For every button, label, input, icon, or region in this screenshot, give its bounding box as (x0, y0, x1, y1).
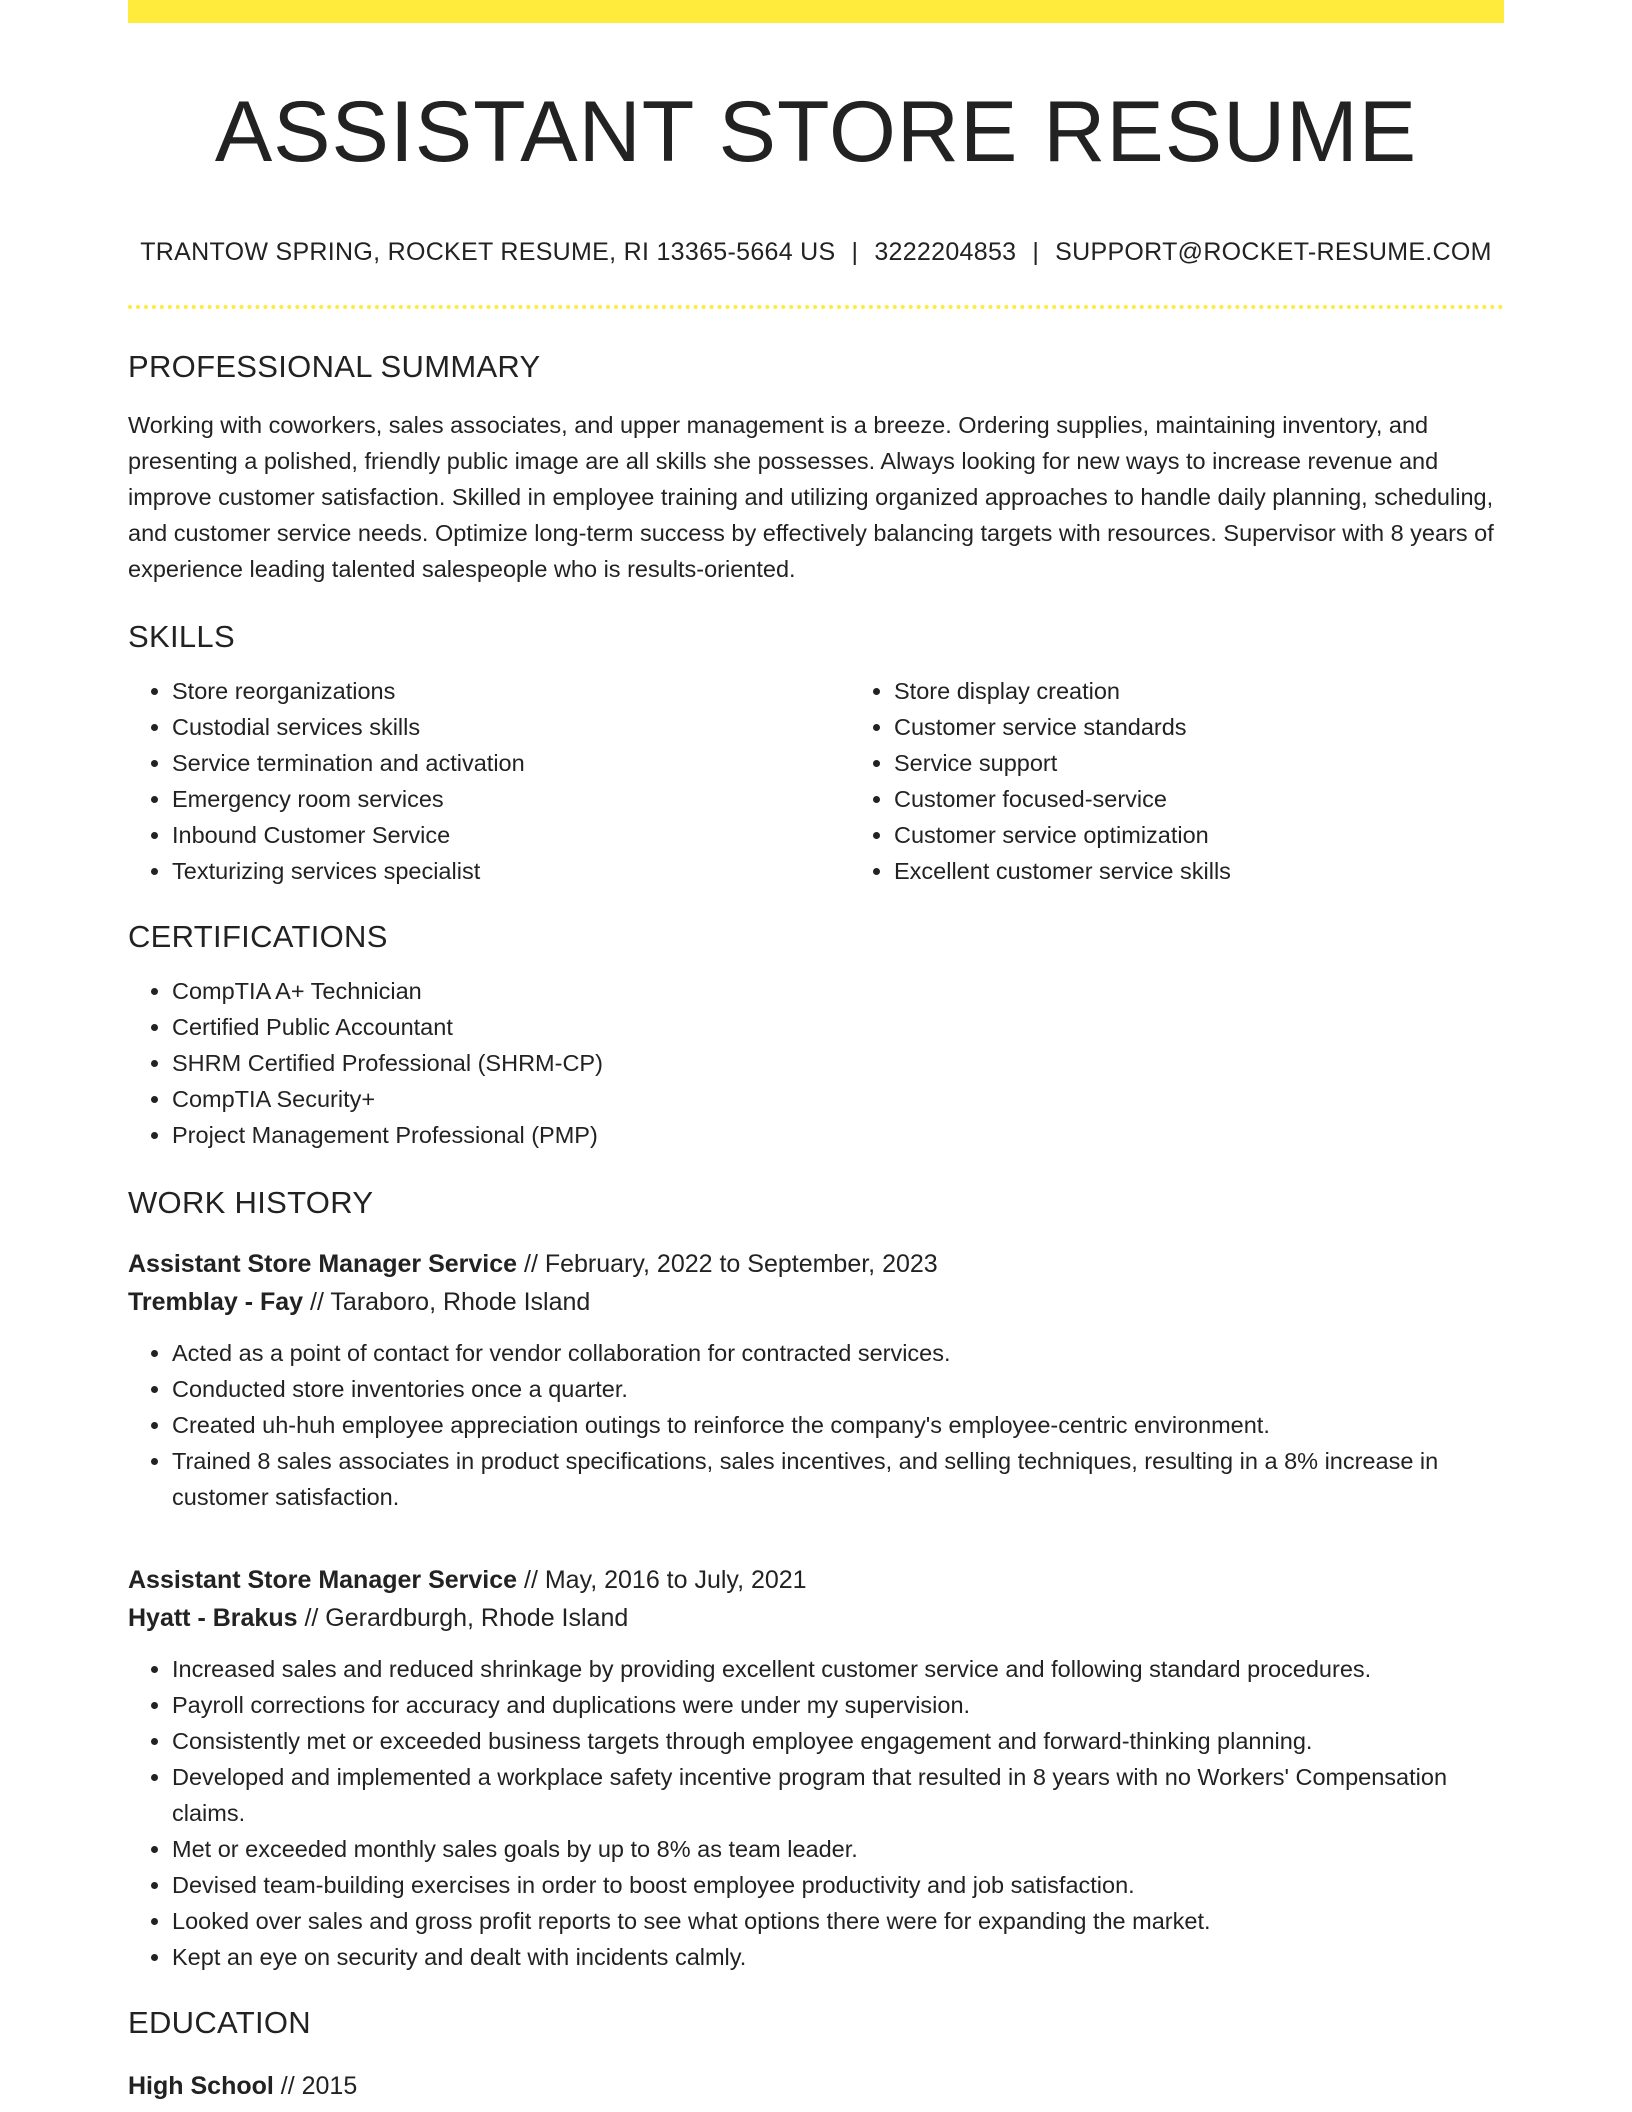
education-line (128, 2067, 1504, 2105)
job-bullet: • Acted as a point of contact for vendor collaboration for contracted services. (172, 1335, 1504, 1371)
job-bullet: • Conducted store inventories once a quarter. (172, 1371, 1504, 1407)
dotted-divider (128, 305, 1504, 309)
section-heading-work-history: WORK HISTORY (128, 1184, 374, 1220)
job-bullet: • Looked over sales and gross profit reports to see what options there were for expanding the market. (172, 1903, 1504, 1939)
job-bullet: • Devised team-building exercises in order to boost employee productivity and job satisfaction. (172, 1867, 1504, 1903)
section-heading-certifications: CERTIFICATIONS (128, 918, 388, 954)
certification-item: • CompTIA Security+ (172, 1081, 1504, 1117)
skill-item: • Customer service optimization (894, 817, 1504, 853)
job-bullet: • Trained 8 sales associates in product specifications, sales incentives, and selling techniques, resulting in a 8% increase in customer satisfaction. (172, 1443, 1504, 1515)
job-company: Hyatt - Brakus (128, 1603, 298, 1632)
contact-separator: | (851, 237, 859, 266)
contact-address: TRANTOW SPRING, ROCKET RESUME, RI 13365-5664 US (140, 237, 836, 266)
education-degree: High School (128, 2071, 274, 2100)
skill-item: • Customer service standards (894, 709, 1504, 745)
certification-item: • CompTIA A+ Technician (172, 973, 1504, 1009)
job-bullet: • Met or exceeded monthly sales goals by up to 8% as team leader. (172, 1831, 1504, 1867)
top-accent-bar (128, 0, 1504, 23)
section-heading-skills: SKILLS (128, 618, 235, 654)
resume-content (128, 0, 1504, 2105)
education-year: // 2015 (273, 2071, 358, 2100)
skill-item: • Service termination and activation (172, 745, 850, 781)
skill-item: • Texturizing services specialist (172, 853, 850, 889)
job-company-line (128, 1599, 1504, 1637)
certification-item: • SHRM Certified Professional (SHRM-CP) (172, 1045, 1504, 1081)
contact-separator: | (1032, 237, 1040, 266)
certifications-list (128, 973, 1504, 1153)
job-bullet: • Consistently met or exceeded business targets through employee engagement and forward-thinking planning. (172, 1723, 1504, 1759)
skills-columns (128, 655, 1504, 889)
skill-item: • Inbound Customer Service (172, 817, 850, 853)
skill-item: • Custodial services skills (172, 709, 850, 745)
contact-line (128, 238, 1504, 267)
section-heading-education: EDUCATION (128, 2004, 311, 2040)
certification-item: • Certified Public Accountant (172, 1009, 1504, 1045)
contact-email: SUPPORT@ROCKET-RESUME.COM (1055, 237, 1492, 266)
job-title-line (128, 1561, 1504, 1599)
job-title: Assistant Store Manager Service (128, 1565, 518, 1594)
job-bullets (128, 1651, 1504, 1975)
job-company: Tremblay - Fay (128, 1287, 304, 1316)
contact-phone: 3222204853 (874, 237, 1017, 266)
skill-item: • Service support (894, 745, 1504, 781)
job-location: // Gerardburgh, Rhode Island (297, 1603, 629, 1632)
job-bullet: • Created uh-huh employee appreciation outings to reinforce the company's employee-centric environment. (172, 1407, 1504, 1443)
job-bullet: • Kept an eye on security and dealt with incidents calmly. (172, 1939, 1504, 1975)
job-title: Assistant Store Manager Service (128, 1249, 518, 1278)
job-title-line (128, 1245, 1504, 1283)
skill-item: • Store display creation (894, 673, 1504, 709)
job-bullet: • Increased sales and reduced shrinkage by providing excellent customer service and following standard procedures. (172, 1651, 1504, 1687)
skills-list-left (128, 673, 850, 889)
job-dates: // February, 2022 to September, 2023 (517, 1249, 938, 1278)
job-company-line (128, 1283, 1504, 1321)
summary-text: Working with coworkers, sales associates, and upper management is a breeze. Ordering supplies, maintaining inventory, and presenting a polished, friendly public image are all skills she possesses. Always looking for new ways to increase revenue and improve customer satisfaction. Skilled in employee training and utilizing organized approaches to handle daily planning, scheduling, and customer service needs. Optimize long-term success by effectively balancing targets with resources. Supervisor with 8 years of experience leading talented salespeople who is results-oriented. (128, 411, 1494, 582)
resume-title: ASSISTANT STORE RESUME (214, 84, 1418, 180)
skill-item: • Customer focused-service (894, 781, 1504, 817)
skill-item: • Store reorganizations (172, 673, 850, 709)
job-bullets (128, 1335, 1504, 1515)
certification-item: • Project Management Professional (PMP) (172, 1117, 1504, 1153)
skill-item: • Excellent customer service skills (894, 853, 1504, 889)
skill-item: • Emergency room services (172, 781, 850, 817)
section-heading-summary: PROFESSIONAL SUMMARY (128, 348, 541, 384)
job-bullet: • Developed and implemented a workplace safety incentive program that resulted in 8 years with no Workers' Compensation claims. (172, 1759, 1504, 1831)
job-dates: // May, 2016 to July, 2021 (517, 1565, 807, 1594)
skills-list-right (850, 673, 1504, 889)
job-location: // Taraboro, Rhode Island (303, 1287, 591, 1316)
job-bullet: • Payroll corrections for accuracy and duplications were under my supervision. (172, 1687, 1504, 1723)
